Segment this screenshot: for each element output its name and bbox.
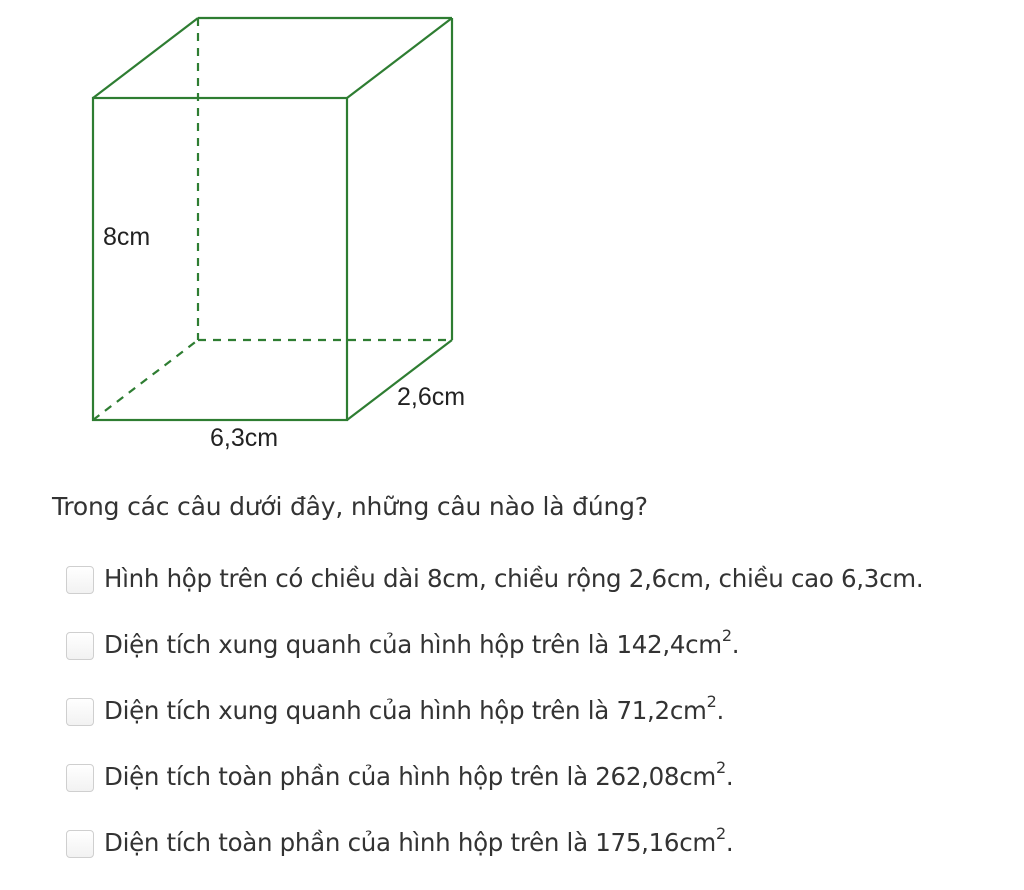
option-2[interactable] bbox=[66, 626, 923, 692]
option-1[interactable] bbox=[66, 560, 923, 626]
checkbox[interactable] bbox=[66, 632, 94, 660]
option-label: Diện tích toàn phần của hình hộp trên là $175,16cm^2$. bbox=[104, 823, 734, 857]
top-edge-left bbox=[93, 18, 198, 98]
checkbox[interactable] bbox=[66, 764, 94, 792]
front-face bbox=[93, 98, 347, 420]
exponent: 2 bbox=[721, 625, 732, 645]
top-edge-right bbox=[347, 18, 452, 98]
width-label: 2,6cm bbox=[397, 383, 466, 411]
checkbox[interactable] bbox=[66, 830, 94, 858]
question-text: Trong các câu dưới đây, những câu nào là đúng? bbox=[52, 492, 648, 521]
option-4[interactable] bbox=[66, 758, 923, 824]
option-label: Diện tích xung quanh của hình hộp trên là $142,4cm^2$. bbox=[104, 625, 740, 659]
checkbox[interactable] bbox=[66, 698, 94, 726]
exponent: 2 bbox=[706, 691, 717, 711]
option-label: Diện tích xung quanh của hình hộp trên là $71,2cm^2$. bbox=[104, 691, 724, 725]
option-label: Hình hộp trên có chiều dài 8cm, chiều rộng 2,6cm, chiều cao 6,3cm. bbox=[104, 564, 924, 593]
option-5[interactable] bbox=[66, 824, 923, 890]
exponent: 2 bbox=[715, 757, 726, 777]
checkbox[interactable] bbox=[66, 566, 94, 594]
exponent: 2 bbox=[715, 823, 726, 843]
hidden-edge-depth bbox=[93, 340, 198, 420]
option-3[interactable] bbox=[66, 692, 923, 758]
answer-options bbox=[66, 560, 923, 890]
height-label: 8cm bbox=[103, 223, 151, 251]
option-label: Diện tích toàn phần của hình hộp trên là $262,08cm^2$. bbox=[104, 757, 734, 791]
length-label: 6,3cm bbox=[210, 424, 279, 452]
